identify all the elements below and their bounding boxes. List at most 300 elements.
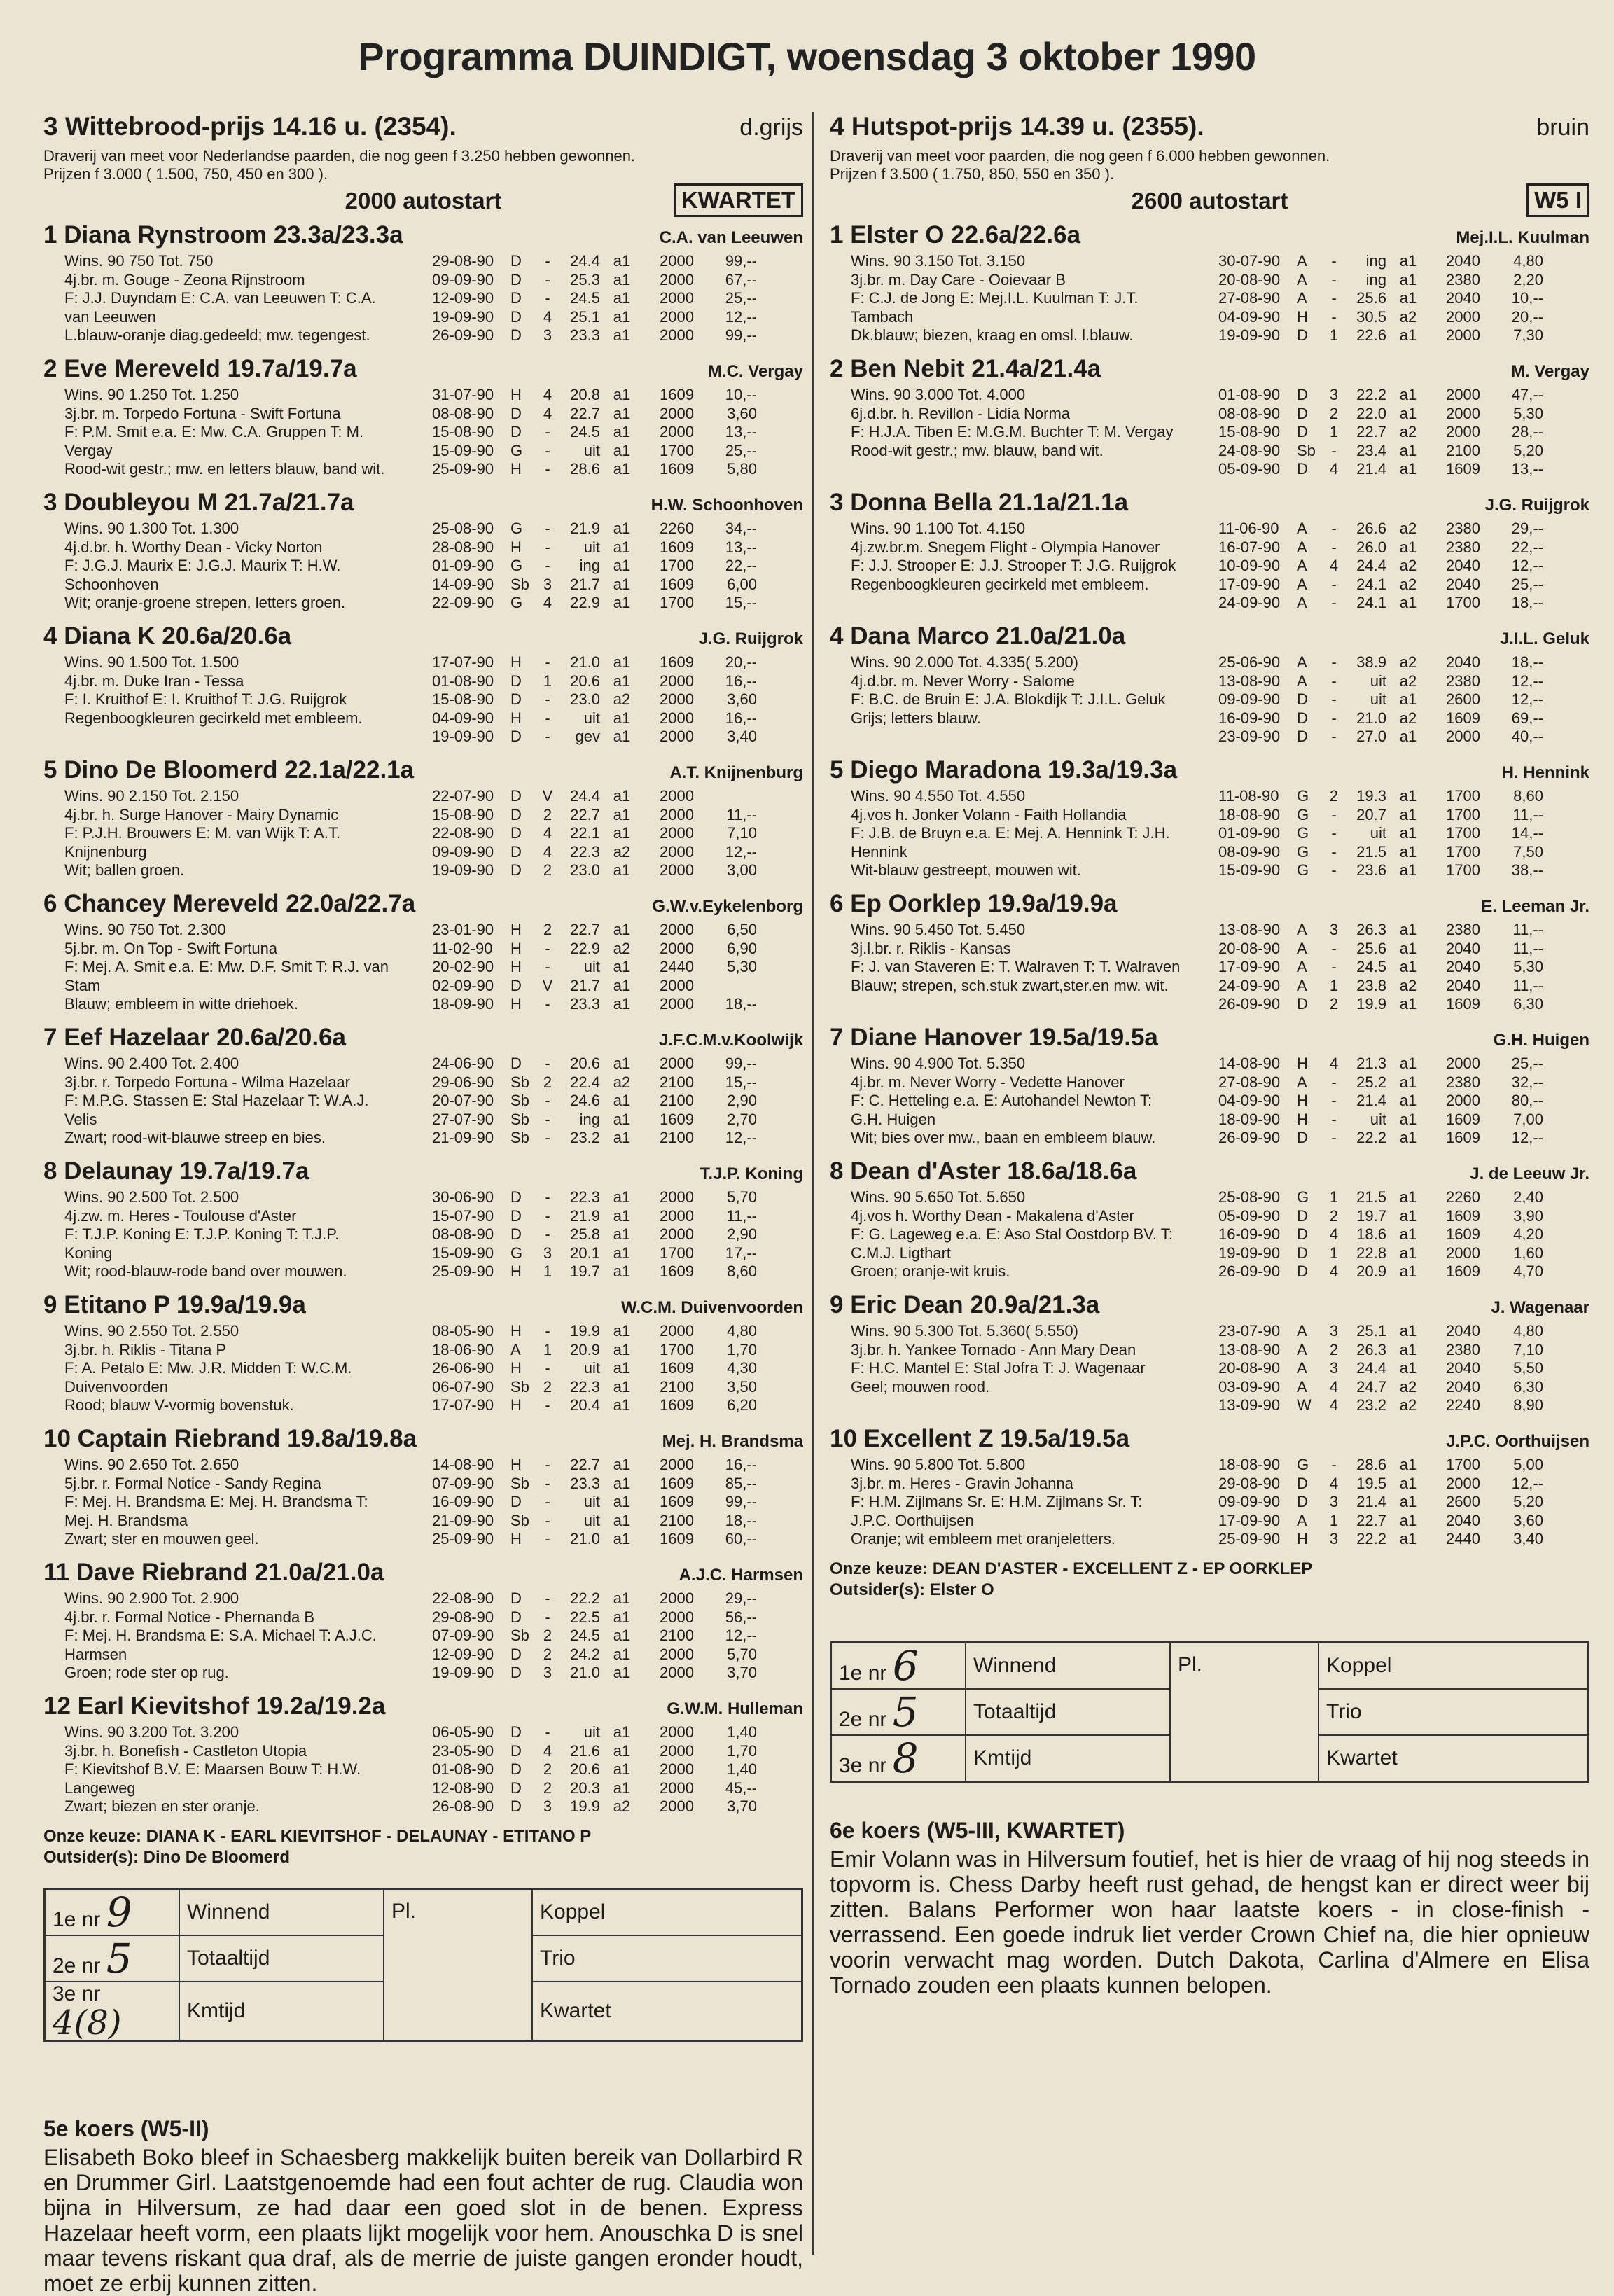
result-cell: 2040: [1446, 976, 1480, 994]
result-cell: 7,10: [1513, 1340, 1543, 1358]
result-cell: 26.6: [1356, 520, 1386, 537]
result-cell: 10,--: [1511, 289, 1543, 307]
result-cell: 23.2: [1356, 1396, 1386, 1414]
race-header: [830, 112, 1589, 147]
result-cell: 20.4: [570, 1396, 600, 1414]
result-cell: 22.3: [570, 842, 600, 861]
result-cell: 19-09-90: [432, 307, 494, 326]
result-cell: D: [510, 787, 522, 805]
result-cell: -: [1331, 672, 1337, 690]
result-row: [432, 940, 803, 959]
result-cell: 1: [1329, 1244, 1339, 1262]
horse-info-line: 3j.br. h. Yankee Tornado - Ann Mary Dean: [851, 1340, 1136, 1358]
result-cell: 2: [543, 1760, 552, 1778]
result-row: [432, 787, 803, 806]
kmtijd-cell: Kmtijd: [966, 1735, 1170, 1782]
result-cell: 08-05-90: [432, 1322, 494, 1340]
result-cell: -: [545, 1589, 550, 1607]
result-cell: 2: [1329, 1206, 1339, 1225]
result-row: [1218, 1341, 1589, 1360]
result-cell: 1609: [660, 1530, 694, 1547]
result-row: [432, 1627, 803, 1646]
race-distance: 2000 autostart: [345, 188, 502, 214]
result-cell: 5,30: [1513, 958, 1543, 975]
horse-info-line: 5j.br. m. On Top - Swift Fortuna: [64, 939, 278, 957]
result-row: [432, 728, 803, 746]
result-cell: 45,--: [725, 1779, 757, 1797]
result-cell: 2000: [1446, 386, 1480, 403]
result-cell: 22.3: [570, 1188, 600, 1206]
result-row: [432, 576, 803, 594]
horse-results: [432, 1188, 803, 1281]
result-cell: H: [510, 921, 522, 938]
horse-trainer: J. de Leeuw Jr.: [1470, 1164, 1589, 1183]
result-cell: D: [510, 423, 522, 440]
horse-info-line: F: J.B. de Bruyn e.a. E: Mej. A. Hennink T: J.H.: [851, 824, 1170, 842]
horse-name: 9 Etitano P 19.9a/19.9a: [43, 1291, 306, 1319]
result-cell: 04-09-90: [1218, 1092, 1281, 1109]
result-cell: 1700: [660, 1340, 694, 1358]
result-cell: a1: [613, 386, 631, 403]
horse-trainer: E. Leeman Jr.: [1481, 897, 1589, 916]
result-cell: Sb: [510, 1377, 529, 1396]
result-cell: 2,40: [1513, 1188, 1543, 1206]
result-cell: 2040: [1446, 1322, 1480, 1340]
result-cell: -: [1331, 958, 1337, 975]
result-cell: -: [1331, 861, 1337, 879]
result-cell: 3,60: [1513, 1511, 1543, 1529]
result-cell: 1609: [660, 460, 694, 478]
result-cell: 12,--: [1511, 690, 1543, 708]
result-cell: 19.9: [570, 1322, 600, 1340]
trio-cell: Trio: [532, 1935, 802, 1982]
result-cell: a1: [613, 441, 631, 459]
result-row: [1218, 861, 1589, 880]
result-cell: 16-07-90: [1218, 538, 1281, 556]
result-cell: Sb: [510, 1092, 529, 1109]
result-cell: 15-08-90: [432, 423, 494, 440]
result-cell: 2: [543, 1377, 552, 1396]
result-cell: D: [510, 842, 522, 861]
result-cell: 13,--: [725, 538, 757, 556]
result-cell: 04-09-90: [432, 709, 494, 727]
result-cell: 2040: [1446, 653, 1480, 671]
horse-body: [830, 520, 1589, 613]
horse-info: [43, 653, 432, 746]
result-cell: G: [1297, 1188, 1309, 1206]
horse-header: [43, 221, 803, 252]
result-cell: A: [1297, 653, 1307, 671]
horse-info-line: Zwart; biezen en ster oranje.: [64, 1797, 260, 1815]
horse-entry: [43, 622, 803, 756]
horse-name: 6 Ep Oorklep 19.9a/19.9a: [830, 890, 1118, 917]
result-cell: 2000: [1446, 307, 1480, 326]
result-cell: a1: [1399, 1225, 1417, 1243]
result-cell: 2040: [1446, 1377, 1480, 1396]
result-cell: A: [1297, 976, 1307, 994]
result-cell: -: [1331, 1110, 1337, 1128]
kmtijd-cell: Kmtijd: [179, 1982, 384, 2041]
result-cell: 3,70: [727, 1797, 757, 1815]
result-cell: 69,--: [1511, 709, 1543, 727]
horse-name: 3 Donna Bella 21.1a/21.1a: [830, 489, 1129, 516]
result-cell: 4: [543, 404, 552, 422]
result-cell: D: [510, 1741, 522, 1760]
result-cell: 1700: [660, 1244, 694, 1262]
result-cell: 2000: [660, 270, 694, 288]
horse-header: [830, 1291, 1589, 1322]
result-cell: 2000: [660, 1760, 694, 1778]
horse-name: 2 Eve Mereveld 19.7a/19.7a: [43, 355, 357, 382]
result-cell: D: [510, 1723, 522, 1741]
result-row: [432, 958, 803, 977]
result-cell: a1: [613, 1206, 631, 1225]
result-cell: 2: [1329, 995, 1339, 1013]
result-row: [1218, 442, 1589, 461]
horse-entry: [830, 756, 1589, 890]
result-cell: 23-01-90: [432, 921, 494, 938]
result-cell: a1: [613, 976, 631, 994]
result-cell: -: [1331, 538, 1337, 556]
result-cell: 38,--: [1511, 861, 1543, 879]
result-cell: 12,--: [725, 307, 757, 326]
outsiders: Outsider(s): Elster O: [830, 1580, 994, 1599]
result-cell: 12,--: [725, 842, 757, 861]
result-row: [1218, 921, 1589, 940]
result-cell: 2: [543, 1779, 552, 1797]
horse-info: [43, 1589, 432, 1683]
result-cell: 67,--: [725, 270, 757, 288]
result-cell: 20.9: [570, 1340, 600, 1358]
result-cell: -: [1331, 289, 1337, 307]
result-cell: 24.5: [570, 423, 600, 440]
result-cell: 2000: [660, 289, 694, 307]
result-row: [1218, 271, 1589, 290]
result-cell: -: [545, 995, 550, 1013]
result-cell: 2040: [1446, 252, 1480, 270]
result-cell: 1700: [1446, 805, 1480, 823]
result-cell: 1: [1329, 1188, 1339, 1206]
result-cell: Sb: [1297, 441, 1316, 459]
horse-body: [43, 1589, 803, 1683]
result-cell: 2600: [1446, 1493, 1480, 1510]
result-cell: D: [510, 672, 522, 690]
result-cell: 2000: [660, 1188, 694, 1206]
horse-info-line: 3j.br. h. Riklis - Titana P: [64, 1340, 227, 1358]
result-cell: D: [1297, 1206, 1308, 1225]
result-cell: 2000: [660, 1225, 694, 1243]
result-cell: H: [1297, 1055, 1308, 1072]
result-cell: -: [1331, 939, 1337, 957]
result-cell: a1: [613, 1608, 631, 1626]
horse-info-line: Wins. 90 4.900 Tot. 5.350: [851, 1055, 1026, 1072]
result-cell: -: [545, 1359, 550, 1377]
horse-info-line: Wins. 90 5.450 Tot. 5.450: [851, 921, 1026, 938]
result-cell: D: [510, 1760, 522, 1778]
result-cell: 2040: [1446, 289, 1480, 307]
result-cell: 1609: [1446, 460, 1480, 478]
horse-info-line: Wins. 90 1.250 Tot. 1.250: [64, 386, 239, 403]
result-cell: 06-05-90: [432, 1723, 494, 1741]
horse-info-line: Duivenvoorden: [64, 1377, 168, 1396]
race-distance: 2600 autostart: [1131, 188, 1288, 214]
result-cell: -: [545, 1129, 550, 1146]
horse-trainer: C.A. van Leeuwen: [659, 228, 803, 247]
result-row: [432, 843, 803, 862]
result-cell: 20.6: [570, 672, 600, 690]
result-cell: 25-08-90: [432, 520, 494, 537]
result-cell: 1700: [1446, 842, 1480, 861]
result-cell: -: [545, 423, 550, 440]
horse-trainer: Mej.I.L. Kuulman: [1456, 228, 1589, 247]
result-cell: 2: [543, 1073, 552, 1091]
result-cell: 23.6: [1356, 861, 1386, 879]
result-cell: 24-09-90: [1218, 976, 1281, 994]
horse-name: 7 Diane Hanover 19.5a/19.5a: [830, 1024, 1158, 1051]
result-cell: 2000: [660, 939, 694, 957]
result-row: [432, 921, 803, 940]
article-title: 6e koers (W5-III, KWARTET): [830, 1818, 1125, 1843]
horse-trainer: J.I.L. Geluk: [1499, 629, 1589, 648]
result-cell: A: [1297, 1511, 1307, 1529]
result-cell: 2: [543, 1645, 552, 1663]
result-cell: 2000: [660, 842, 694, 861]
result-row: [1218, 308, 1589, 327]
result-cell: 6,30: [1513, 1377, 1543, 1396]
result-cell: A: [1297, 289, 1307, 307]
result-cell: 23.2: [570, 1129, 600, 1146]
result-cell: 14-09-90: [432, 575, 494, 593]
result-cell: 12,--: [1511, 557, 1543, 574]
result-cell: 24-08-90: [1218, 441, 1281, 459]
result-label-3: 3e nr 4(8): [45, 1982, 180, 2041]
result-row: [432, 1797, 803, 1816]
result-cell: 12-09-90: [432, 1645, 494, 1663]
result-cell: a1: [1399, 939, 1417, 957]
result-cell: uit: [583, 958, 600, 975]
result-cell: 15,--: [725, 1073, 757, 1091]
horse-name: 2 Ben Nebit 21.4a/21.4a: [830, 355, 1101, 382]
result-cell: 4: [543, 824, 552, 842]
horse-trainer: G.W.v.Eykelenborg: [652, 897, 803, 916]
horse-info-line: Wins. 90 3.000 Tot. 4.000: [851, 386, 1026, 403]
result-cell: Sb: [510, 1073, 529, 1091]
result-cell: a1: [1399, 1340, 1417, 1358]
result-cell: 20-08-90: [1218, 270, 1281, 288]
horse-body: [830, 1456, 1589, 1549]
result-cell: 4: [543, 307, 552, 326]
result-cell: 3: [1329, 386, 1339, 403]
horse-trainer: T.J.P. Koning: [700, 1164, 803, 1183]
horse-results: [432, 1322, 803, 1415]
result-cell: 2000: [660, 787, 694, 805]
result-row: [432, 861, 803, 880]
result-cell: 2000: [660, 1322, 694, 1340]
result-cell: 1: [543, 672, 552, 690]
result-cell: D: [1297, 1493, 1308, 1510]
result-cell: a1: [613, 728, 631, 745]
result-cell: 2000: [660, 1723, 694, 1741]
horse-list: [830, 221, 1589, 1559]
result-cell: a1: [1399, 289, 1417, 307]
horse-info-line: F: P.M. Smit e.a. E: Mw. C.A. Gruppen T: M.: [64, 423, 364, 440]
result-cell: 17,--: [725, 1244, 757, 1262]
horse-info-line: 3j.br. h. Bonefish - Castleton Utopia: [64, 1741, 307, 1760]
result-cell: 14-08-90: [1218, 1055, 1281, 1072]
horse-body: [43, 653, 803, 746]
result-cell: a1: [613, 1511, 631, 1529]
horse-name: 8 Delaunay 19.7a/19.7a: [43, 1157, 309, 1185]
horse-entry: [830, 1425, 1589, 1559]
result-row: [432, 538, 803, 557]
result-cell: 2000: [660, 1741, 694, 1760]
horse-entry: [43, 890, 803, 1024]
horse-body: [43, 787, 803, 880]
horse-info-line: Wins. 90 5.300 Tot. 5.360( 5.550): [851, 1322, 1078, 1340]
result-cell: 4: [1329, 1396, 1339, 1414]
horse-trainer: J.F.C.M.v.Koolwijk: [658, 1031, 803, 1050]
result-row: [1218, 958, 1589, 977]
horse-info-line: Regenboogkleuren gecirkeld met embleem.: [64, 709, 363, 727]
result-cell: Sb: [510, 575, 529, 593]
result-cell: 24.5: [570, 1627, 600, 1644]
result-cell: ing: [1365, 252, 1386, 270]
result-cell: 21.7: [570, 976, 600, 994]
result-row: [432, 1207, 803, 1226]
horse-name: 8 Dean d'Aster 18.6a/18.6a: [830, 1157, 1137, 1185]
horse-info: [43, 520, 432, 613]
result-cell: 24.4: [1356, 1359, 1386, 1377]
result-cell: a2: [613, 690, 631, 708]
result-cell: 2000: [660, 1664, 694, 1681]
result-cell: 21.3: [1356, 1055, 1386, 1072]
result-cell: 25,--: [725, 441, 757, 459]
result-cell: 25.1: [570, 307, 600, 326]
result-cell: A: [1297, 575, 1307, 593]
result-cell: a1: [1399, 1530, 1417, 1547]
result-cell: a2: [1399, 1377, 1417, 1396]
race-title: 3 Wittebrood-prijs 14.16 u. (2354).: [43, 112, 457, 141]
result-cell: 12-09-90: [432, 289, 494, 307]
race-prizes: Prijzen f 3.500 ( 1.750, 850, 550 en 350 ).: [830, 165, 1115, 183]
horse-name: 4 Dana Marco 21.0a/21.0a: [830, 622, 1126, 650]
result-cell: 3,60: [727, 404, 757, 422]
result-cell: 4: [1329, 1474, 1339, 1492]
result-cell: 22.7: [1356, 1511, 1386, 1529]
handwritten-number: 8: [892, 1734, 919, 1782]
result-cell: 7,00: [1513, 1110, 1543, 1128]
horse-info: [43, 1055, 432, 1148]
result-cell: W: [1297, 1396, 1312, 1414]
result-cell: a1: [1399, 460, 1417, 478]
horse-header: [43, 1157, 803, 1188]
result-cell: 20.6: [570, 1760, 600, 1778]
result-cell: 1700: [1446, 594, 1480, 611]
result-cell: D: [1297, 460, 1308, 478]
result-cell: 4: [1329, 1225, 1339, 1243]
horse-info-line: Rood-wit gestr.; mw. blauw, band wit.: [851, 441, 1104, 459]
result-cell: 20-08-90: [1218, 1359, 1281, 1377]
result-cell: 1700: [1446, 824, 1480, 842]
result-cell: H: [510, 1530, 522, 1547]
result-cell: 22.5: [570, 1608, 600, 1626]
result-cell: 5,30: [1513, 404, 1543, 422]
result-cell: 07-09-90: [432, 1474, 494, 1492]
result-cell: 2000: [660, 423, 694, 440]
result-cell: 60,--: [725, 1530, 757, 1547]
horse-entry: [43, 1157, 803, 1291]
result-cell: 4,30: [727, 1359, 757, 1377]
result-cell: 12-08-90: [432, 1779, 494, 1797]
result-cell: -: [545, 1608, 550, 1626]
result-cell: 2100: [660, 1092, 694, 1109]
result-cell: V: [542, 787, 553, 805]
result-cell: 24.4: [570, 252, 600, 270]
result-cell: D: [510, 861, 522, 879]
winnend-cell: Winnend: [179, 1889, 384, 1936]
horse-name: 10 Excellent Z 19.5a/19.5a: [830, 1425, 1130, 1452]
result-cell: a1: [613, 861, 631, 879]
result-cell: -: [545, 1723, 550, 1741]
result-cell: 18,--: [725, 995, 757, 1013]
horse-header: [830, 355, 1589, 386]
horse-info-line: F: J. van Staveren E: T. Walraven T: T. Walraven: [851, 958, 1181, 975]
result-row: [432, 1322, 803, 1341]
horse-info: [43, 386, 432, 479]
result-row: [1218, 576, 1589, 594]
horse-info: [830, 252, 1218, 345]
result-cell: 1,70: [727, 1741, 757, 1760]
result-cell: 23.4: [1356, 441, 1386, 459]
result-cell: 1: [543, 1262, 552, 1280]
horse-header: [830, 890, 1589, 921]
result-cell: 2380: [1446, 520, 1480, 537]
result-cell: 2100: [660, 1627, 694, 1644]
totaaltijd-cell: Totaaltijd: [966, 1689, 1170, 1735]
result-cell: D: [510, 252, 522, 270]
result-cell: D: [510, 728, 522, 745]
horse-results: [432, 787, 803, 880]
horse-info-line: F: H.J.A. Tiben E: M.G.M. Buchter T: M. Vergay: [851, 423, 1174, 440]
horse-entry: [43, 355, 803, 489]
result-cell: H: [510, 1322, 522, 1340]
result-cell: D: [510, 1779, 522, 1797]
result-cell: 15-08-90: [432, 690, 494, 708]
result-row: [432, 690, 803, 709]
result-cell: 01-08-90: [1218, 386, 1281, 403]
result-row: [432, 423, 803, 442]
result-cell: 5,50: [1513, 1359, 1543, 1377]
result-cell: 28,--: [1511, 423, 1543, 440]
result-cell: 19.3: [1356, 787, 1386, 805]
result-cell: a1: [1399, 1244, 1417, 1262]
horse-trainer: J.G. Ruijgrok: [698, 629, 803, 648]
horse-info-line: 3j.br. m. Day Care - Ooievaar B: [851, 270, 1066, 288]
result-row: [1218, 1129, 1589, 1148]
horse-info-line: Blauw; embleem in witte driehoek.: [64, 995, 298, 1013]
result-cell: 2600: [1446, 690, 1480, 708]
result-cell: 25-09-90: [432, 460, 494, 478]
result-cell: 03-09-90: [1218, 1377, 1281, 1396]
horse-info: [43, 921, 432, 1014]
result-cell: 38.9: [1356, 653, 1386, 671]
result-cell: A: [1297, 1322, 1307, 1340]
result-cell: A: [1297, 958, 1307, 975]
result-cell: 19.7: [570, 1262, 600, 1280]
result-cell: 24-09-90: [1218, 594, 1281, 611]
horse-info-line: Regenboogkleuren gecirkeld met embleem.: [851, 575, 1149, 593]
result-cell: 29-08-90: [432, 1608, 494, 1626]
